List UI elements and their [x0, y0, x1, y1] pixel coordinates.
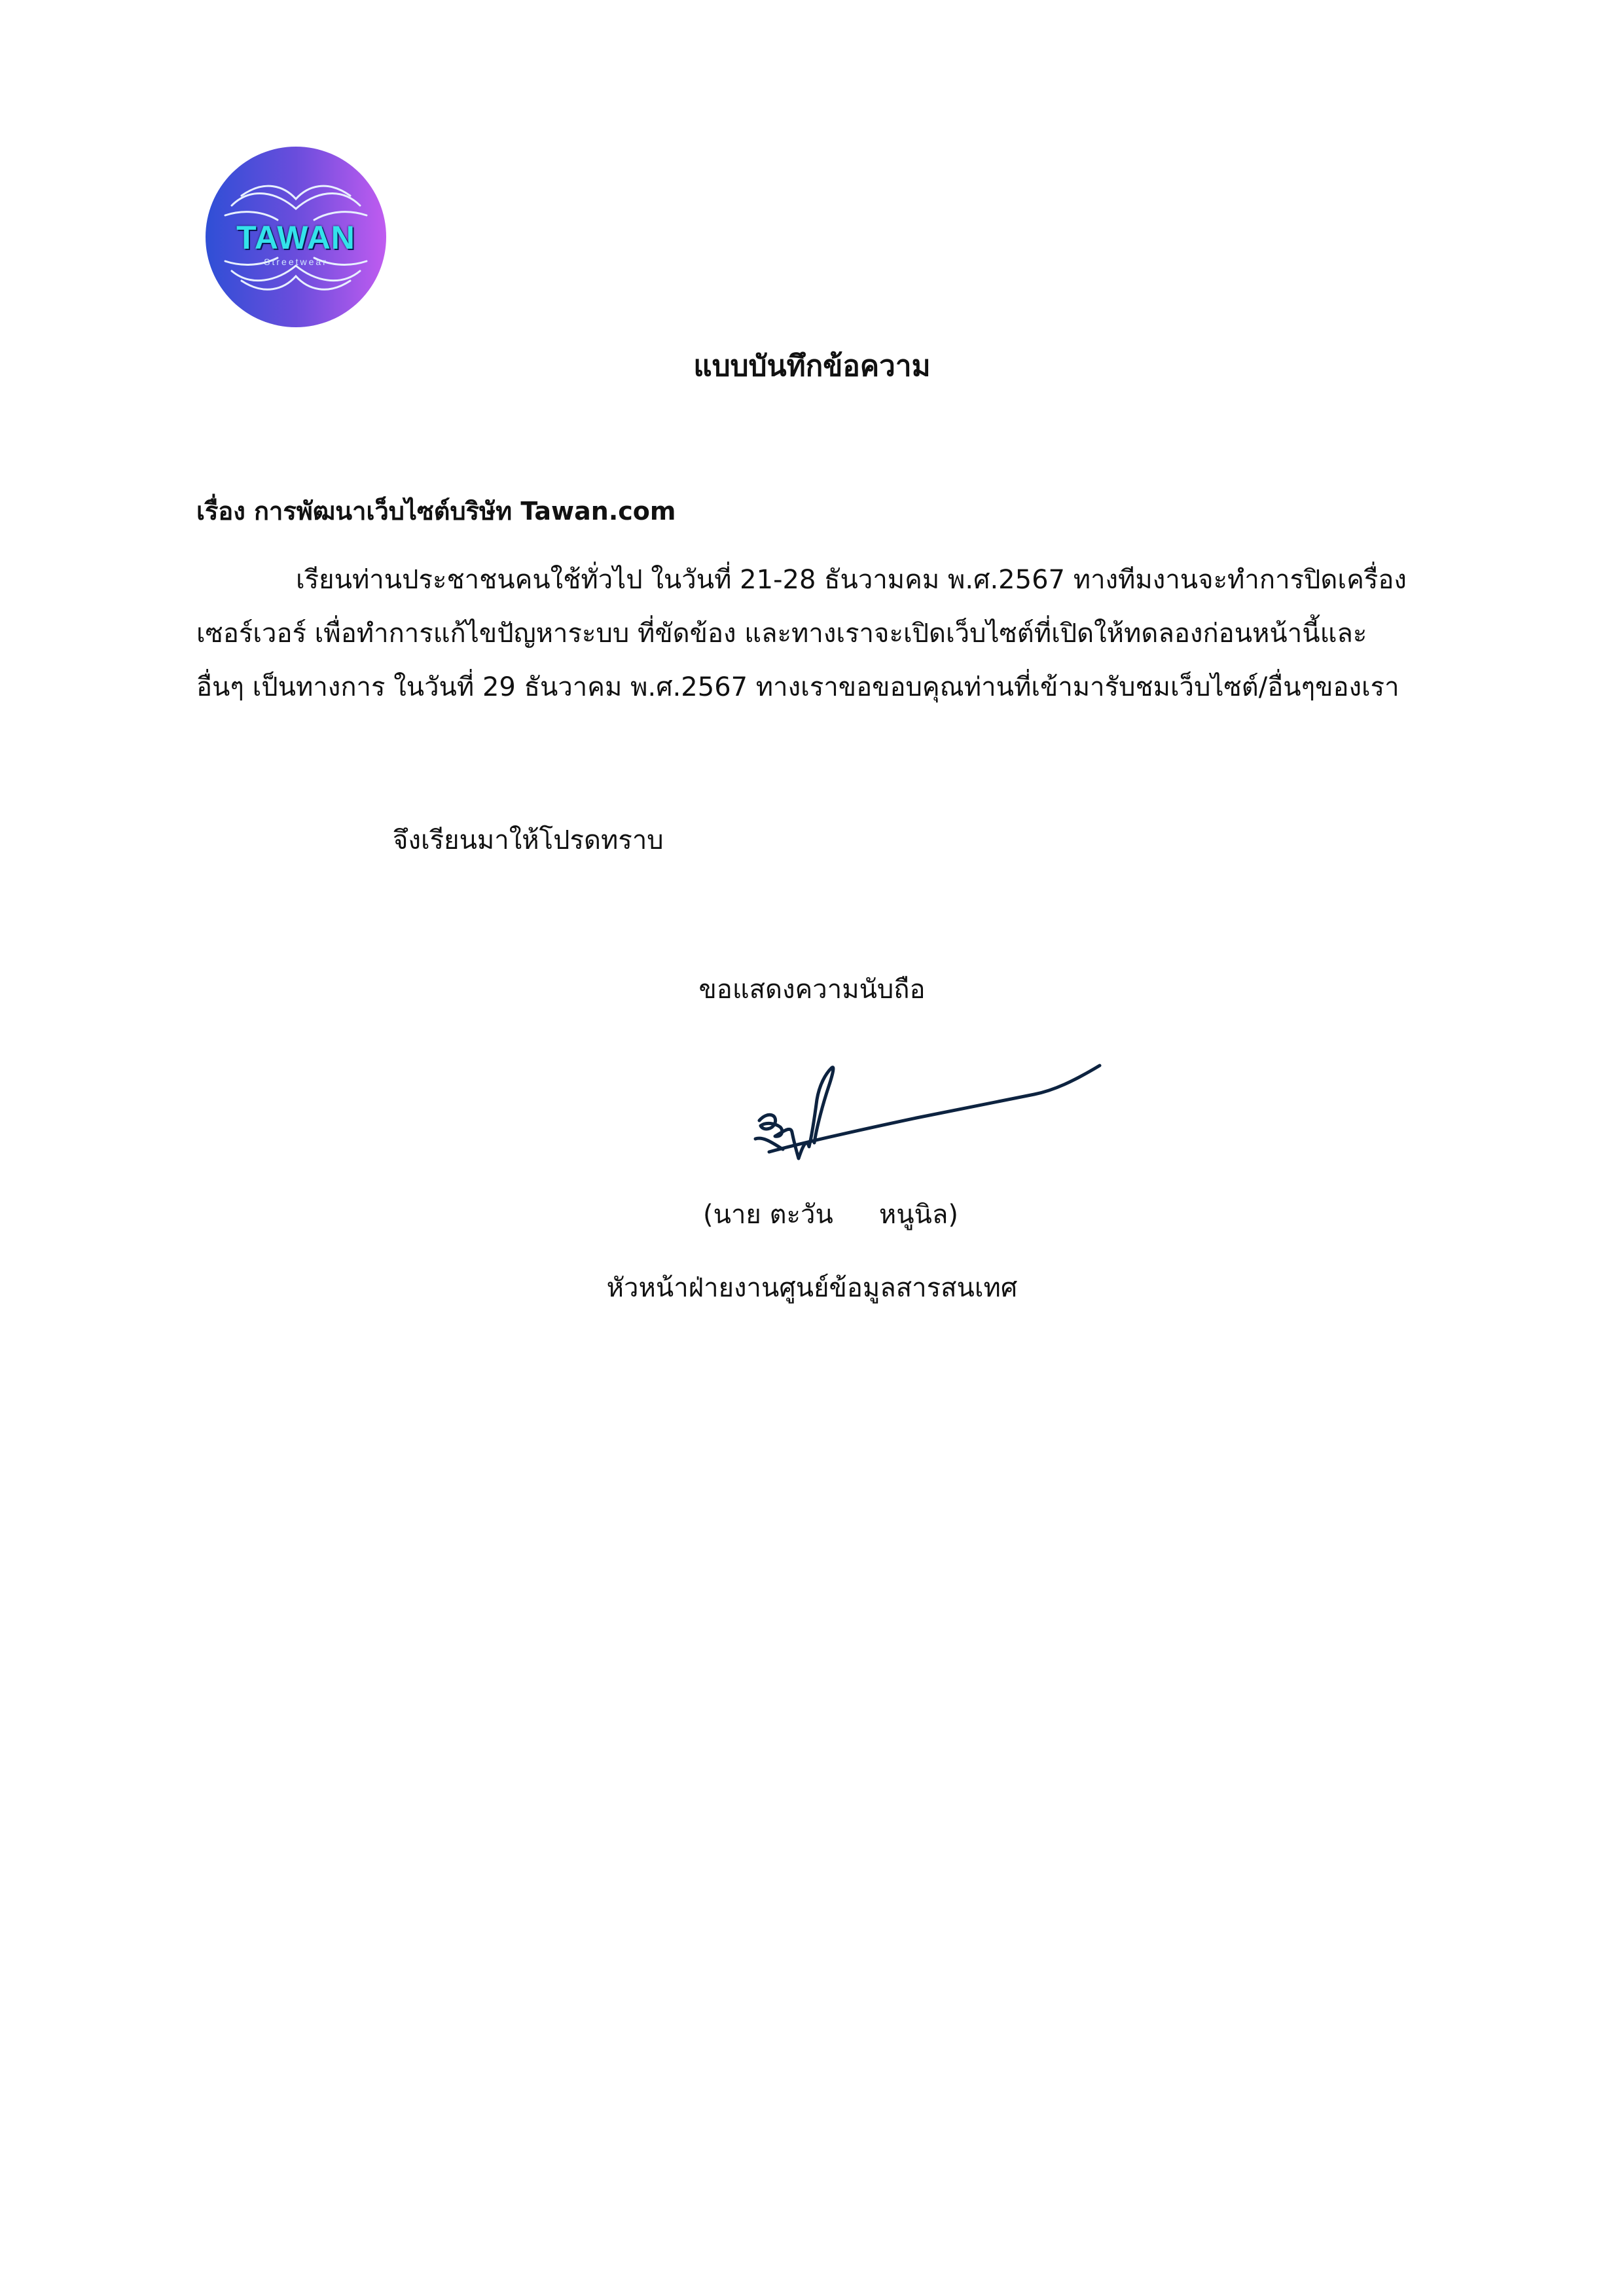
subject-label: เรื่อง [196, 497, 245, 526]
signer-position: หัวหน้าฝ่ายงานศูนย์ข้อมูลสารสนเทศ [606, 1273, 1018, 1303]
company-logo [206, 147, 386, 327]
subject-line [196, 493, 676, 529]
body-paragraph-line-3: อื่นๆ เป็นทางการ ในวันที่ 29 ธันวาคม พ.ศ.2567 ทางเราขอขอบคุณท่านที่เข้ามารับชมเว็บไซต์/อื่นๆของเรา [196, 672, 1399, 702]
signer-last-name: หนูนิล) [878, 1200, 958, 1230]
subject-value: การพัฒนาเว็บไซต์บริษัท Tawan.com [254, 497, 676, 526]
signer-name [703, 1196, 958, 1233]
signer-first-name: (นาย ตะวัน [703, 1200, 833, 1230]
signature-icon [746, 1021, 1113, 1191]
logo-subtext: Streetwear [264, 257, 328, 267]
body-paragraph-line-1: เรียนท่านประชาชนคนใช้ทั่วไป ในวันที่ 21-28 ธันวามคม พ.ศ.2567 ทางทีมงานจะทำการปิดเครื่อง [296, 565, 1407, 595]
handwritten-signature [746, 1021, 1113, 1194]
regards-line: ขอแสดงความนับถือ [698, 975, 926, 1005]
closing-line: จึงเรียนมาให้โปรดทราบ [393, 825, 664, 855]
document-title: แบบบันทึกข้อความ [693, 350, 931, 383]
logo-wordmark: TAWAN [236, 219, 355, 256]
body-paragraph-line-2: เซอร์เวอร์ เพื่อทำการแก้ไขปัญหาระบบ ที่ขัดข้อง และทางเราจะเปิดเว็บไซต์ที่เปิดให้ทดลองก่อนหน้านี้และ [196, 619, 1367, 649]
